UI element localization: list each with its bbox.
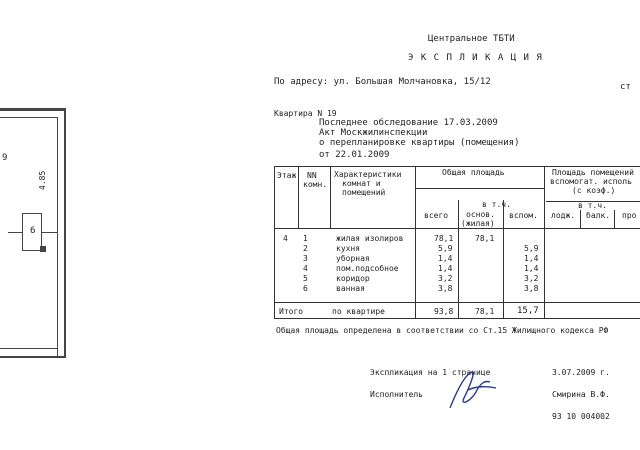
act-date: от 22.01.2009 — [319, 150, 390, 160]
plan-wall — [22, 213, 42, 214]
issue-date: 3.07.2009 г. — [552, 368, 610, 377]
table-border — [274, 302, 640, 303]
plan-wall — [0, 108, 66, 111]
plan-room-label-6: 6 — [30, 226, 36, 236]
header-incl: в т.ч. — [482, 200, 511, 209]
plan-wall — [0, 348, 58, 349]
header-extra-incl: в т.ч. — [578, 201, 607, 210]
document-title: Э К С П Л И К А Ц И Я — [408, 53, 543, 63]
header-main: основ. — [466, 210, 495, 219]
row-total: 1,4 — [438, 264, 453, 273]
plan-wall — [42, 232, 57, 233]
header-total: всего — [424, 211, 449, 220]
signature — [440, 368, 500, 412]
pages-note: Экспликация на 1 странице — [370, 368, 491, 377]
apartment-number: Квартира N 19 — [274, 109, 337, 118]
row-name: уборная — [336, 254, 370, 263]
row-number: 3 — [303, 254, 308, 263]
table-border — [274, 166, 640, 167]
row-number: 2 — [303, 244, 308, 253]
table-border — [503, 200, 504, 319]
bureau-name: Центральное ТБТИ — [428, 34, 515, 44]
header-total-area: Общая площадь — [442, 168, 505, 177]
executor-label: Исполнитель — [370, 390, 423, 399]
table-border — [458, 200, 459, 319]
totals-aux: 15,7 — [517, 306, 539, 316]
area-footnote: Общая площадь определена в соответствии со Ст.15 Жилищного кодекса РФ — [276, 326, 609, 335]
row-name: жилая изолиров — [336, 234, 404, 243]
address: По адресу: ул. Большая Молчановка, 15/12 — [274, 77, 491, 87]
row-total: 3,8 — [438, 284, 453, 293]
plan-wall — [22, 213, 23, 251]
row-aux: 3,8 — [524, 284, 539, 293]
table-border — [274, 166, 275, 319]
row-total: 78,1 — [434, 234, 454, 243]
plan-wall — [57, 117, 58, 357]
executor-name: Смирина В.Ф. — [552, 390, 610, 399]
row-number: 6 — [303, 284, 308, 293]
header-extra-area: Площадь помещений — [552, 168, 634, 177]
row-name: ванная — [336, 284, 365, 293]
totals-label-apartment: по квартире — [332, 307, 385, 316]
row-aux: 1,4 — [524, 254, 539, 263]
act-note: о перепланировке квартиры (помещения) — [319, 138, 520, 148]
row-name: коридор — [336, 274, 370, 283]
header-extra-area: вспомогат. исполь — [550, 177, 632, 186]
last-inspection: Последнее обследование 17.03.2009 — [319, 118, 498, 128]
table-border — [580, 210, 581, 229]
plan-wall — [0, 356, 66, 358]
header-main-living: (жилая) — [461, 219, 495, 228]
table-border — [274, 318, 640, 319]
header-extra-area: (с коэф.) — [572, 186, 616, 195]
header-characteristics: помещений — [342, 188, 386, 197]
row-total: 3,2 — [438, 274, 453, 283]
totals-main: 78,1 — [475, 307, 495, 316]
header-aux: вспом. — [509, 211, 538, 220]
header-floor: Этаж — [277, 171, 297, 180]
right-mark: ст — [620, 82, 631, 92]
row-main: 78,1 — [475, 234, 495, 243]
table-border — [544, 166, 545, 319]
row-aux: 3,2 — [524, 274, 539, 283]
header-loggia: лодж. — [551, 211, 576, 220]
plan-room-label-9: 9 — [2, 153, 8, 163]
totals-total: 93,8 — [434, 307, 454, 316]
row-total: 1,4 — [438, 254, 453, 263]
inspection-act: Акт Москжилинспекции — [319, 128, 428, 138]
table-border — [415, 166, 416, 319]
header-balcony: балк. — [586, 211, 611, 220]
row-number: 1 — [303, 234, 308, 243]
row-aux: 1,4 — [524, 264, 539, 273]
plan-wall — [40, 246, 46, 252]
row-name: пом.подсобное — [336, 264, 399, 273]
table-border — [274, 228, 640, 229]
floor-value: 4 — [283, 234, 288, 243]
table-border — [330, 166, 331, 229]
header-nn: NN — [307, 171, 317, 180]
header-characteristics: комнат и — [342, 179, 381, 188]
header-other: про — [622, 211, 637, 220]
totals-label: Итого — [279, 307, 304, 316]
plan-wall — [22, 250, 42, 251]
header-nn-room: комн. — [303, 180, 328, 189]
plan-wall — [0, 117, 58, 118]
row-number: 4 — [303, 264, 308, 273]
plan-wall — [64, 108, 66, 358]
row-total: 5,9 — [438, 244, 453, 253]
row-aux: 5,9 — [524, 244, 539, 253]
plan-wall — [8, 232, 22, 233]
row-number: 5 — [303, 274, 308, 283]
plan-dimension: 4.85 — [38, 170, 47, 190]
header-characteristics: Характеристики — [334, 170, 402, 179]
table-border — [298, 166, 299, 229]
row-name: кухня — [336, 244, 361, 253]
table-border — [415, 188, 544, 189]
table-border — [614, 210, 615, 229]
document-code: 93 10 004002 — [552, 412, 610, 421]
